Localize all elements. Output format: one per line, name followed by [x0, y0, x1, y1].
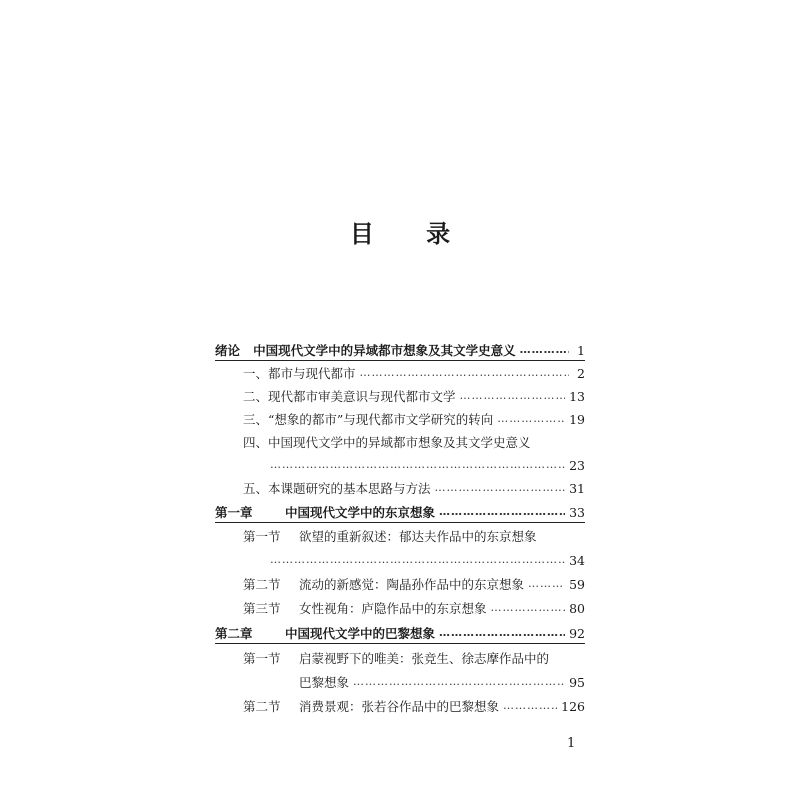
- toc-entry[interactable]: [215, 647, 585, 669]
- toc-entry-label: 第一章 中国现代文学中的东京想象: [215, 505, 436, 520]
- toc-entry-label: 四、中国现代文学中的异域都市想象及其文学史意义: [243, 435, 531, 450]
- leader-dots: [353, 674, 565, 690]
- toc-entry-label: 第三节 女性视角：庐隐作品中的东京想象: [243, 601, 487, 616]
- leader-dots: [528, 576, 565, 592]
- toc-entry-continuation[interactable]: [215, 549, 585, 571]
- toc-page-number: 1: [577, 342, 585, 358]
- toc-entry[interactable]: [215, 385, 585, 407]
- toc-entry-chapter-1[interactable]: [215, 501, 585, 523]
- toc-entry-label: 第二章 中国现代文学中的巴黎想象: [215, 626, 436, 641]
- toc-entry[interactable]: [215, 477, 585, 499]
- toc-entry-continuation[interactable]: [215, 671, 585, 693]
- leader-dots: [270, 457, 565, 473]
- page-title: 目 录: [349, 220, 473, 248]
- leader-dots: [460, 388, 566, 404]
- toc-page-number: 33: [569, 504, 585, 520]
- toc-entry[interactable]: [215, 362, 585, 384]
- leader-dots: [439, 625, 565, 641]
- toc-entry-label: 第二节 消费景观：张若谷作品中的巴黎想象: [243, 699, 500, 714]
- leader-dots: [439, 504, 565, 520]
- leader-dots: [503, 698, 557, 714]
- toc-entry-label: 第一节 欲望的重新叙述：郁达夫作品中的东京想象: [243, 529, 537, 544]
- toc-page-number: 34: [569, 552, 585, 568]
- divider: [215, 522, 585, 523]
- toc-entry[interactable]: [215, 573, 585, 595]
- toc-entry[interactable]: [215, 431, 585, 453]
- toc-page-number: 95: [569, 674, 585, 690]
- toc-entry-label: 三、“想象的都市”与现代都市文学研究的转向: [243, 412, 494, 427]
- leader-dots: [497, 411, 565, 427]
- toc-entry-intro[interactable]: [215, 339, 585, 361]
- leader-dots: [270, 552, 565, 568]
- toc-entry-chapter-2[interactable]: [215, 622, 585, 644]
- toc-entry[interactable]: [215, 597, 585, 619]
- toc-page-number: 31: [569, 480, 585, 496]
- toc-entry-continuation[interactable]: [215, 454, 585, 476]
- toc-page-number: 2: [577, 365, 585, 381]
- toc-entry[interactable]: [215, 695, 585, 717]
- toc-page-number: 92: [569, 625, 585, 641]
- toc-entry-label: 一、都市与现代都市: [243, 366, 356, 381]
- leader-dots: [491, 600, 566, 616]
- toc-entry-label: 绪论 中国现代文学中的异域都市想象及其文学史意义: [215, 343, 516, 358]
- leader-dots: [360, 365, 569, 381]
- divider: [215, 360, 585, 361]
- toc-entry[interactable]: [215, 525, 585, 547]
- toc-page-number: 13: [569, 388, 585, 404]
- toc-entry-label: 二、现代都市审美意识与现代都市文学: [243, 389, 456, 404]
- toc-page-number: 23: [569, 457, 585, 473]
- toc-entry-label: 巴黎想象: [299, 675, 350, 690]
- page-number: 1: [567, 736, 576, 751]
- leader-dots: [435, 480, 566, 496]
- toc-entry-label: 五、本课题研究的基本思路与方法: [243, 481, 431, 496]
- toc-page-number: 59: [569, 576, 585, 592]
- toc-entry-label: 第一节 启蒙视野下的唯美：张竞生、徐志摩作品中的: [243, 651, 550, 666]
- toc-page-number: 80: [569, 600, 585, 616]
- toc-entry-label: 第二节 流动的新感觉：陶晶孙作品中的东京想象: [243, 577, 525, 592]
- toc-page-number: 126: [561, 698, 585, 714]
- divider: [215, 643, 585, 644]
- toc-entry[interactable]: [215, 408, 585, 430]
- leader-dots: [520, 342, 569, 358]
- toc-page-number: 19: [569, 411, 585, 427]
